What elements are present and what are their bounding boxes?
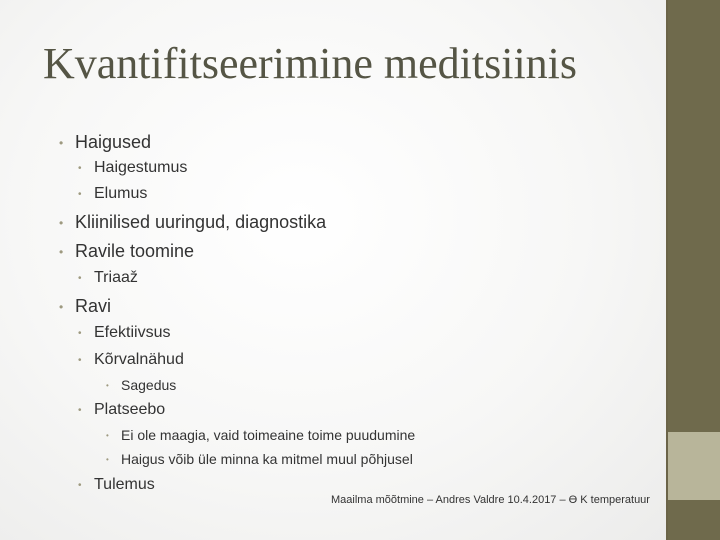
bullet-dot-icon: • [78,328,82,339]
bullet-dot-icon: • [78,355,82,366]
bullet-text: Kliinilised uuringud, diagnostika [75,212,327,232]
bullet-text: Kõrvalnähud [94,351,184,368]
bullet-item [78,351,184,369]
bullet-dot-icon: • [78,405,82,416]
bullet-item [78,269,138,287]
bullet-item [59,241,195,262]
sidebar-strip-bottom [668,500,720,540]
bullet-text: Platseebo [94,401,166,418]
bullet-dot-icon: • [106,381,109,390]
bullet-item [78,185,148,203]
bullet-item [59,132,152,153]
bullet-dot-icon: • [106,455,109,464]
bullet-item [59,212,327,233]
bullet-dot-icon: • [106,431,109,440]
bullet-item [59,296,112,317]
slide-title: Kvantifitseerimine meditsiinis [43,39,578,88]
bullet-dot-icon: • [78,163,82,174]
bullet-text: Tulemus [94,476,155,493]
bullet-item [106,377,177,393]
decorative-sidebar [666,0,720,540]
bullet-text: Ravi [75,296,112,316]
bullet-item [106,427,416,443]
bullet-text: Efektiivsus [94,324,171,341]
sidebar-strip-top [668,0,720,432]
bullet-dot-icon: • [59,216,64,230]
bullet-text: Triaaž [94,269,138,286]
bullet-dot-icon: • [78,480,82,491]
bullet-text: Sagedus [121,377,177,393]
sidebar-accent-block [668,432,720,500]
bullet-text: Haigused [75,132,152,152]
bullet-text: Haigestumus [94,159,188,176]
bullet-dot-icon: • [78,273,82,284]
bullet-dot-icon: • [59,300,64,314]
bullet-text: Haigus võib üle minna ka mitmel muul põhjusel [121,451,413,467]
bullet-item [106,451,413,467]
bullet-dot-icon: • [78,189,82,200]
bullet-item [78,476,155,494]
bullet-text: Elumus [94,185,148,202]
bullet-text: Ravile toomine [75,241,195,261]
bullet-text: Ei ole maagia, vaid toimeaine toime puudumine [121,427,416,443]
bullet-dot-icon: • [59,245,64,259]
bullet-item [78,324,171,342]
slide-footer: Maailma mõõtmine – Andres Valdre 10.4.2017 – Ɵ K temperatuur [331,494,650,506]
bullet-dot-icon: • [59,136,64,150]
bullet-item [78,159,188,177]
bullet-item [78,401,166,419]
